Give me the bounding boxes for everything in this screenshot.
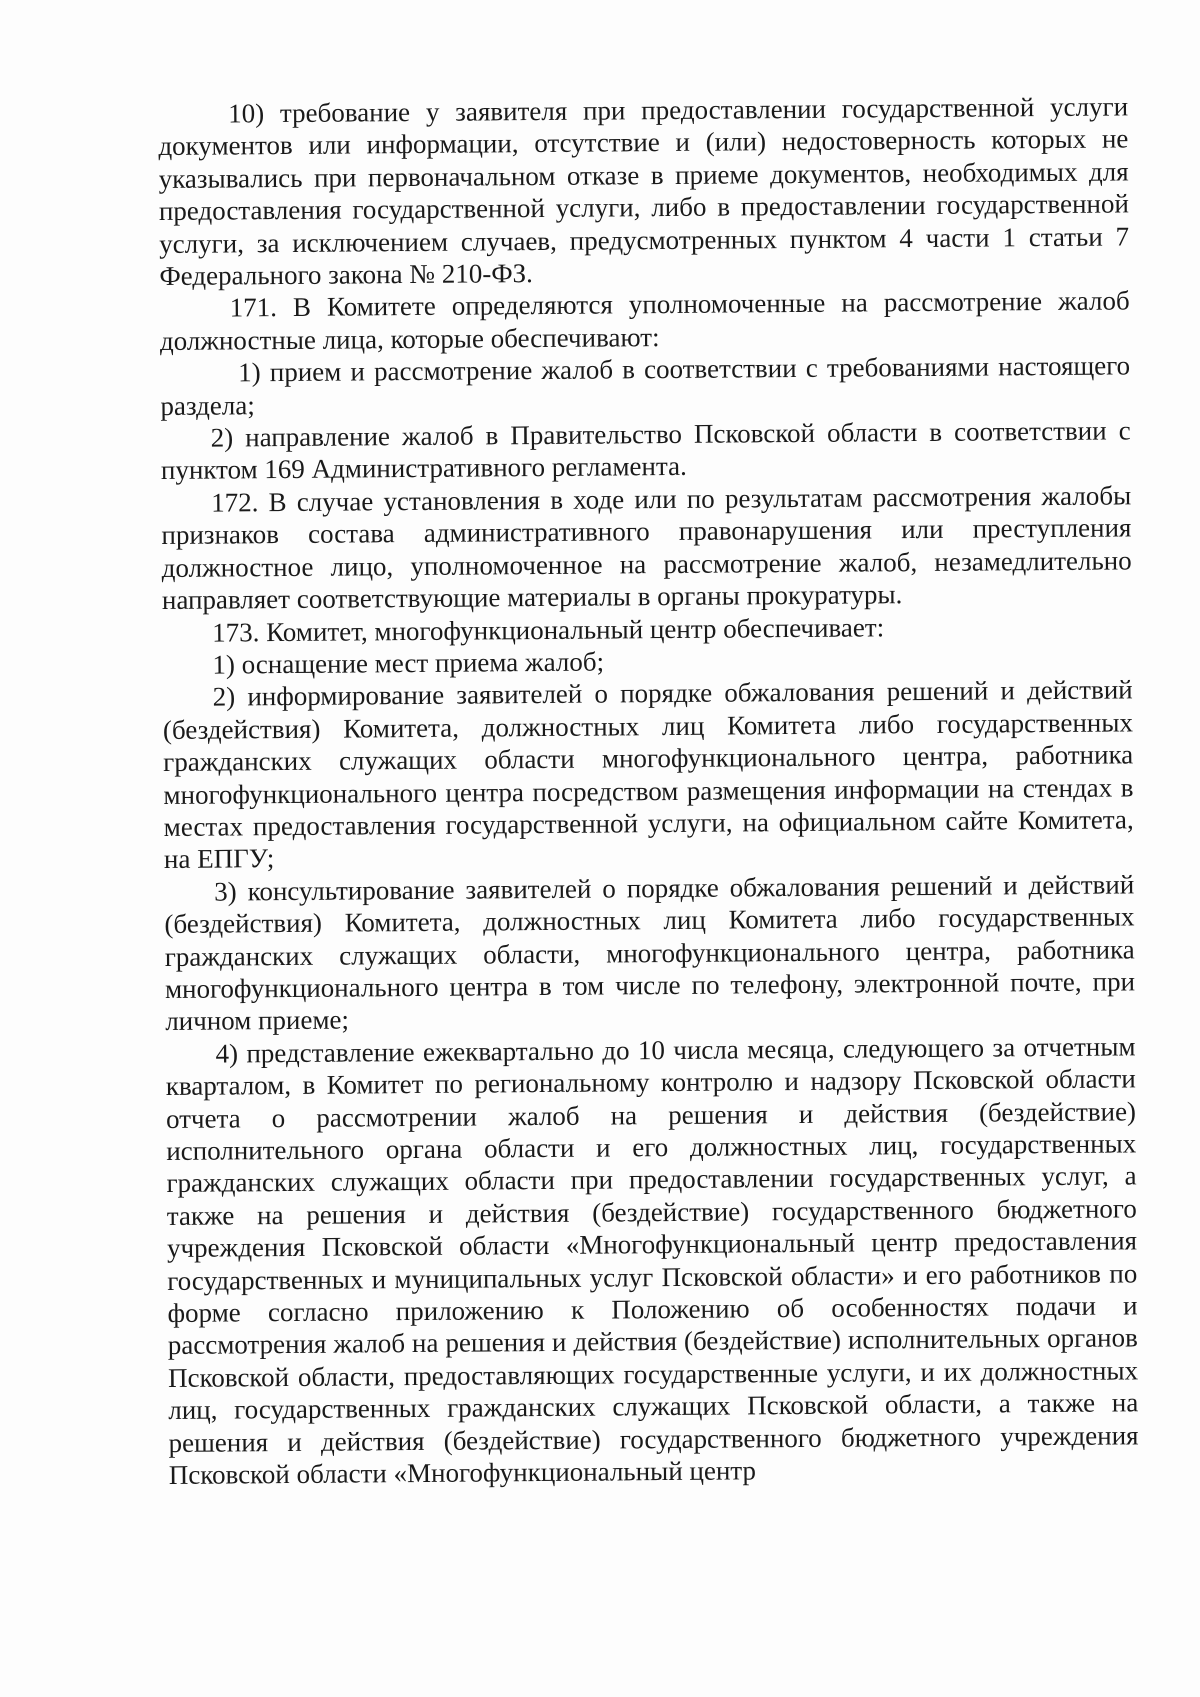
paragraph-171: 171. В Комитете определяются уполномоченные на рассмотрение жалоб должностные лица, которые обеспечивают: bbox=[159, 285, 1130, 356]
paragraph-173-item-1: 1) оснащение мест приема жалоб; bbox=[212, 646, 605, 680]
paragraph-173-item-4: 4) представление ежеквартально до 10 числа месяца, следующего за отчетным кварталом, в Комитет по региональному контролю и надзору Псковской области отчета о рассмотрении жалоб на решения и действия (бездействие) исполнительного органа области и его должностных лиц, государственных гражданских служащих области при предоставлении государственных услуг, а также на решения и действия (бездействие) государственного бюджетного учреждения Псковской области «Многофункциональный центр предоставления государственных и муниципальных услуг Псковской области» и его работников по форме согласно приложению к Положению об особенностях подачи и рассмотрения жалоб на решения и действия (бездействие) исполнительных органов Псковской области, предоставляющих государственные услуги, и их должностных лиц, государственных гражданских служащих Псковской области, а также на решения и действия (бездействие) государственного бюджетного учреждения Псковской области «Многофункциональный центр bbox=[165, 1031, 1139, 1491]
paragraph-173: 173. Комитет, многофункциональный центр обеспечивает: bbox=[212, 611, 885, 648]
paragraph-173-item-3: 3) консультирование заявителей о порядке обжалования решений и действий (бездействия) Комитета, должностных лиц Комитета либо государственных гражданских служащих области, многофункционального центра, работника многофункционального центра в том числе по телефону, электронной почте, при личном приеме; bbox=[164, 869, 1136, 1037]
document-body bbox=[158, 90, 1139, 1491]
paragraph-171-item-2: 2) направление жалоб в Правительство Псковской области в соответствии с пунктом 169 Административного регламента. bbox=[160, 415, 1131, 486]
paragraph-172: 172. В случае установления в ходе или по результатам рассмотрения жалобы признаков состава административного правонарушения или преступления должностное лицо, уполномоченное на рассмотрение жалоб, незамедлительно направляет соответствующие материалы в органы прокуратуры. bbox=[161, 480, 1132, 616]
paragraph-171-item-1: 1) прием и рассмотрение жалоб в соответствии с требованиями настоящего раздела; bbox=[160, 350, 1131, 421]
paragraph-173-item-2: 2) информирование заявителей о порядке обжалования решений и действий (бездействия) Комитета, должностных лиц Комитета либо государственных гражданских служащих области многофункционального центра, работника многофункционального центра посредством размещения информации на стендах в местах предоставления государственной услуги, на официальном сайте Комитета, на ЕПГУ; bbox=[162, 674, 1134, 875]
paragraph-item-10: 10) требование у заявителя при предоставлении государственной услуги документов или информации, отсутствие и (или) недостоверность которых не указывались при первоначальном отказе в приеме документов, необходимых для предоставления государственной услуги, либо в предоставлении государственной услуги, за исключением случаев, предусмотренных пунктом 4 части 1 статьи 7 Федерального закона № 210-ФЗ. bbox=[158, 91, 1130, 292]
